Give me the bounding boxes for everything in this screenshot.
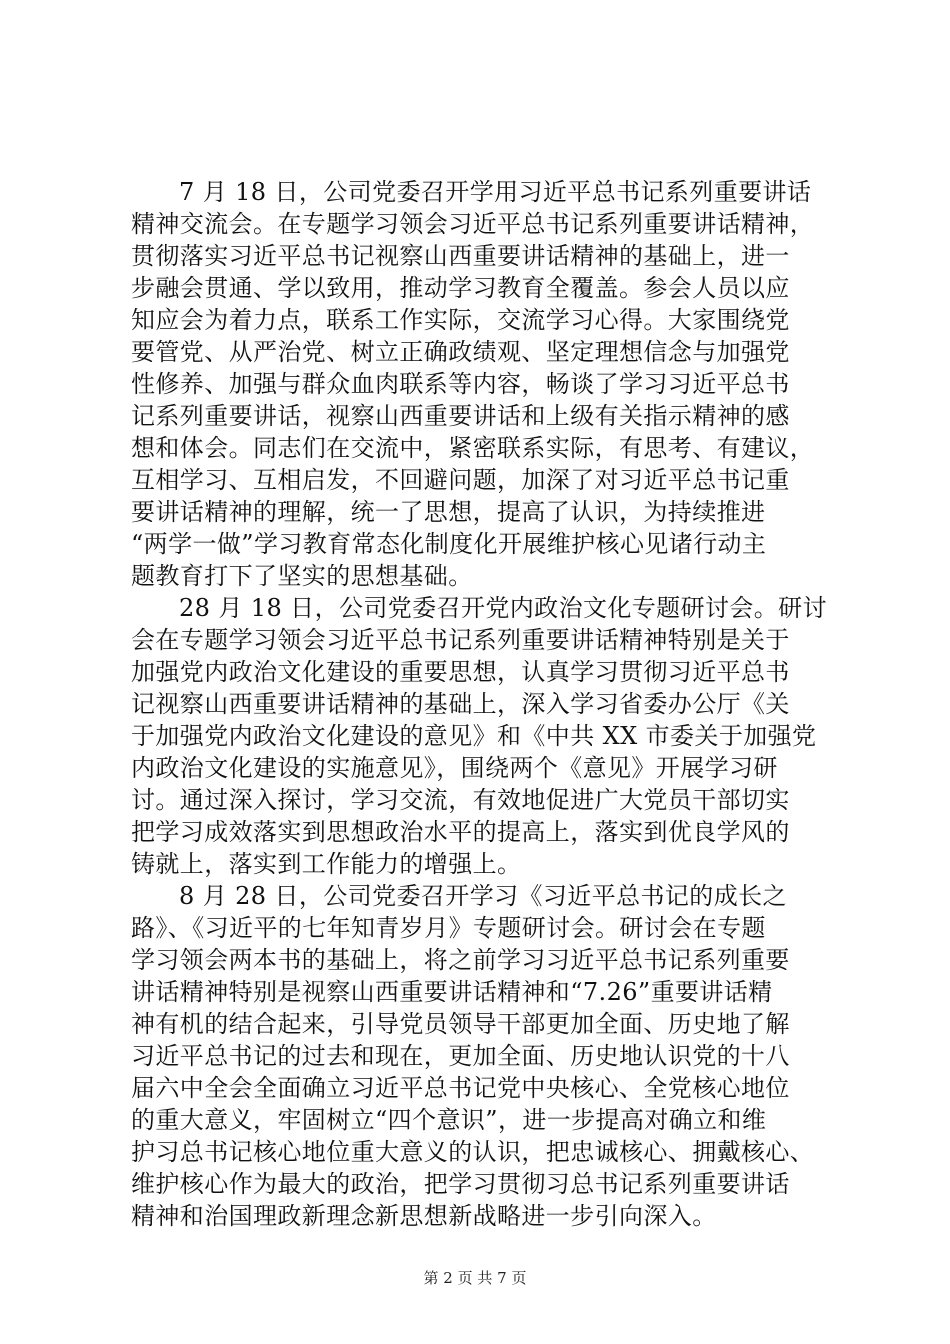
paragraph-line: 题教育打下了坚实的思想基础。 [131, 562, 473, 590]
paragraph-line: 互相学习、互相启发，不回避问题，加深了对习近平总书记重 [131, 466, 790, 494]
paragraph-line: 神有机的结合起来，引导党员领导干部更加全面、历史地了解 [131, 1010, 790, 1038]
paragraph-line: 讲话精神特别是视察山西重要讲话精神和“7.26”重要讲话精 [131, 978, 773, 1006]
paragraph-line: 知应会为着力点，联系工作实际，交流学习心得。大家围绕党 [131, 306, 790, 334]
paragraph-line: 要讲话精神的理解，统一了思想，提高了认识，为持续推进 [131, 498, 766, 526]
paragraph-line: 铸就上，落实到工作能力的增强上。 [131, 850, 522, 878]
paragraph-line: 加强党内政治文化建设的重要思想，认真学习贯彻习近平总书 [131, 658, 790, 686]
page-number-footer: 第 2 页 共 7 页 [423, 1269, 527, 1287]
paragraph [131, 592, 829, 880]
paragraph-line: 内政治文化建设的实施意见》，围绕两个《意见》开展学习研 [131, 754, 778, 782]
paragraph-line: 要管党、从严治党、树立正确政绩观、坚定理想信念与加强党 [131, 338, 790, 366]
paragraph-line: 会在专题学习领会习近平总书记系列重要讲话精神特别是关于 [131, 626, 790, 654]
paragraph-line: 习近平总书记的过去和现在，更加全面、历史地认识党的十八 [131, 1042, 790, 1070]
paragraph-line: 精神和治国理政新理念新思想新战略进一步引向深入。 [131, 1202, 717, 1230]
paragraph-line: 精神交流会。在专题学习领会习近平总书记系列重要讲话精神， [131, 210, 815, 238]
paragraph-line: 28 月 18 日，公司党委召开党内政治文化专题研讨会。研讨 [179, 594, 827, 622]
paragraph-line: 维护核心作为最大的政治，把学习贯彻习总书记系列重要讲话 [131, 1170, 790, 1198]
paragraph-line: 把学习成效落实到思想政治水平的提高上，落实到优良学风的 [131, 818, 790, 846]
paragraph-line: 学习领会两本书的基础上，将之前学习习近平总书记系列重要 [131, 946, 790, 974]
paragraph [131, 880, 829, 1232]
paragraph [131, 176, 829, 592]
document-body [131, 176, 829, 1232]
paragraph-line: 讨。通过深入探讨，学习交流，有效地促进广大党员干部切实 [131, 786, 790, 814]
paragraph-line: 于加强党内政治文化建设的意见》和《中共 XX 市委关于加强党 [131, 722, 817, 750]
paragraph-line: 步融会贯通、学以致用，推动学习教育全覆盖。参会人员以应 [131, 274, 790, 302]
paragraph-line: 的重大意义，牢固树立“四个意识”，进一步提高对确立和维 [131, 1106, 767, 1134]
paragraph-line: 记系列重要讲话，视察山西重要讲话和上级有关指示精神的感 [131, 402, 790, 430]
paragraph-line: 性修养、加强与群众血肉联系等内容，畅谈了学习习近平总书 [131, 370, 790, 398]
paragraph-line: 记视察山西重要讲话精神的基础上，深入学习省委办公厅《关 [131, 690, 790, 718]
paragraph-line: 护习总书记核心地位重大意义的认识，把忠诚核心、拥戴核心、 [131, 1138, 815, 1166]
paragraph-line: 8 月 28 日，公司党委召开学习《习近平总书记的成长之 [179, 882, 787, 910]
paragraph-line: 届六中全会全面确立习近平总书记党中央核心、全党核心地位 [131, 1074, 790, 1102]
paragraph-line: 贯彻落实习近平总书记视察山西重要讲话精神的基础上，进一 [131, 242, 790, 270]
paragraph-line: 7 月 18 日，公司党委召开学用习近平总书记系列重要讲话 [179, 178, 812, 206]
paragraph-line: “两学一做”学习教育常态化制度化开展维护核心见诸行动主 [131, 530, 767, 558]
paragraph-line: 路》、《习近平的七年知青岁月》专题研讨会。研讨会在专题 [131, 914, 766, 942]
paragraph-line: 想和体会。同志们在交流中，紧密联系实际，有思考、有建议， [131, 434, 815, 462]
